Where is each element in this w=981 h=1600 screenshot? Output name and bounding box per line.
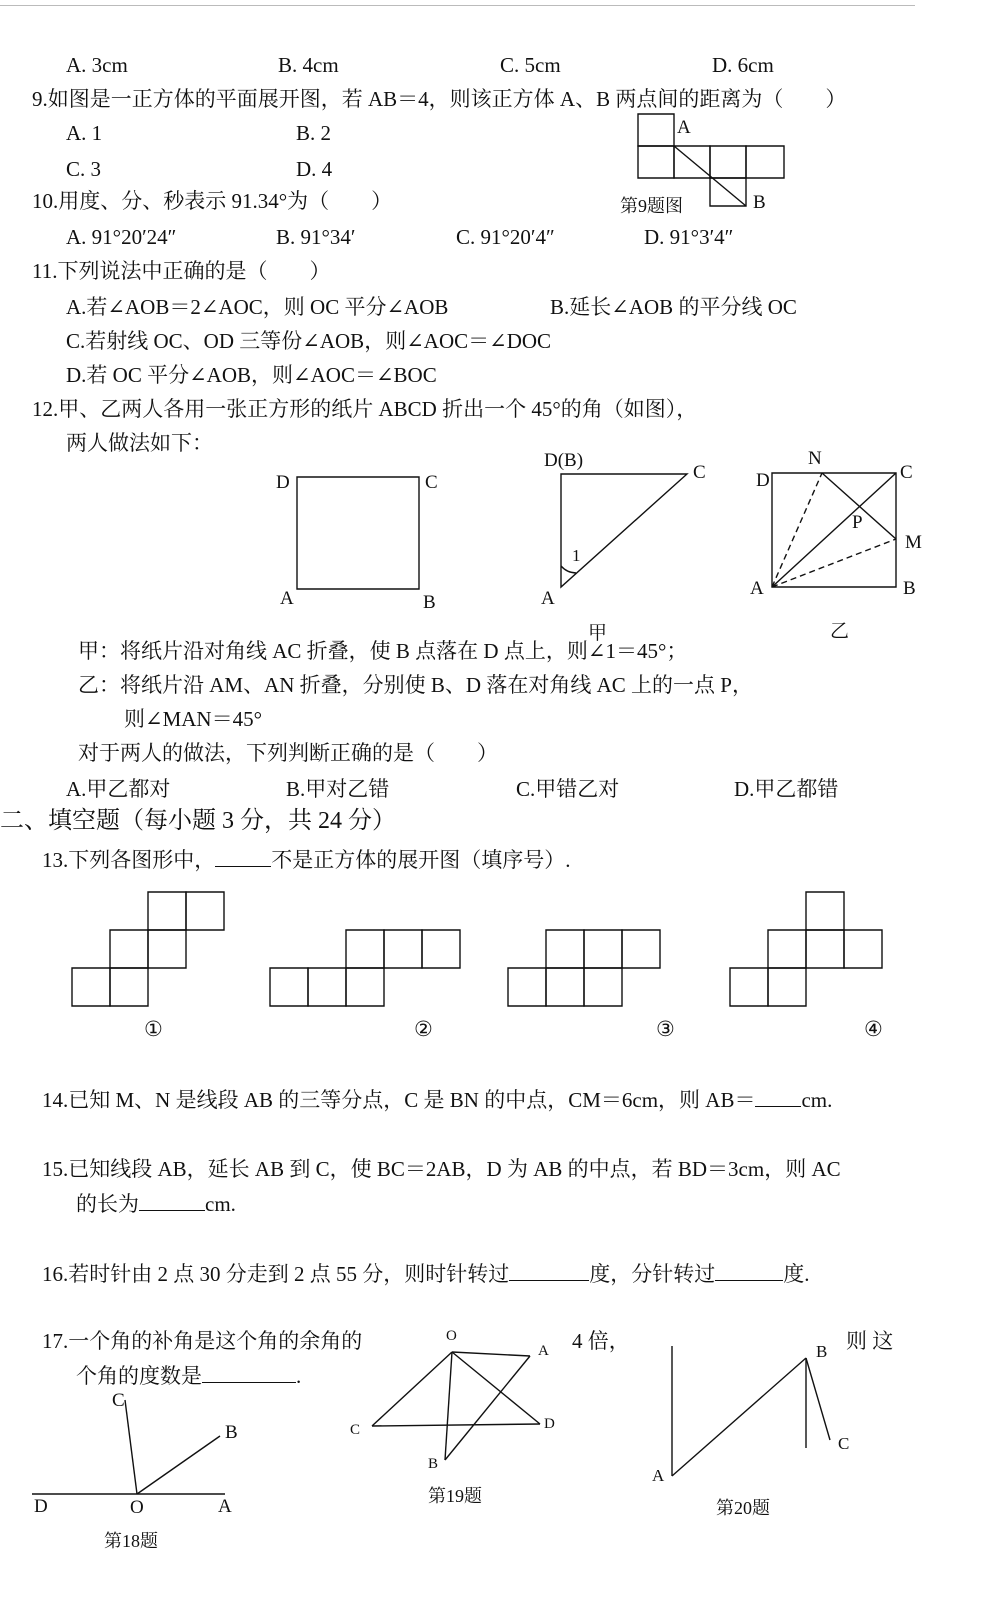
q17-line2 — [76, 1362, 301, 1389]
q11-option-d: D.若 OC 平分∠AOB，则∠AOC＝∠BOC — [66, 363, 437, 387]
q16-stem-part2: 度，分针转过 — [589, 1262, 716, 1286]
fig19-label-c: C — [350, 1422, 361, 1438]
q13-net-1 — [70, 890, 230, 1010]
q16-stem — [42, 1260, 810, 1287]
q13-net-2 — [268, 928, 468, 1010]
q13-label-3: ③ — [656, 1017, 675, 1041]
fig19-label-o: O — [446, 1328, 457, 1344]
fig19-label-d: D — [544, 1416, 555, 1432]
q13-answer-blank[interactable] — [215, 846, 271, 867]
fig18-label-o: O — [130, 1497, 144, 1518]
q12-yi-label-b: B — [903, 578, 916, 599]
q12-square-label-b: B — [423, 592, 436, 613]
q8-option-b: B. 4cm — [278, 53, 339, 77]
fig20-label-b: B — [816, 1342, 828, 1361]
section-2-heading: 二、填空题（每小题 3 分，共 24 分） — [0, 808, 396, 834]
q15-answer-blank[interactable] — [139, 1190, 205, 1211]
q10-option-d: D. 91°3′4″ — [644, 225, 734, 249]
q12-yi-label-c: C — [900, 462, 913, 483]
q9-option-d: D. 4 — [296, 157, 333, 181]
q10-stem: 10.用度、分、秒表示 91.34°为（ ） — [32, 189, 393, 213]
q12-square-label-d: D — [276, 472, 290, 493]
fig18-angle-figure — [30, 1390, 240, 1500]
q10-option-a: A. 91°20′24″ — [66, 225, 177, 249]
q13-label-1: ① — [144, 1017, 163, 1041]
q15-line2-part2: cm. — [205, 1192, 236, 1216]
q12-yi-text-line1: 乙：将纸片沿 AM、AN 折叠，分别使 B、D 落在对角线 AC 上的一点 P， — [78, 673, 753, 697]
q12-square-label-c: C — [425, 472, 438, 493]
q15-line2-part1: 的长为 — [76, 1192, 139, 1216]
q17-line2-end: . — [296, 1364, 302, 1388]
q16-stem-part3: 度. — [783, 1262, 810, 1286]
q9-option-c: C. 3 — [66, 157, 102, 181]
q13-label-4: ④ — [864, 1017, 883, 1041]
q9-caption: 第9题图 — [620, 196, 683, 216]
q12-yi-label-m: M — [905, 532, 922, 553]
q12-jia-caption: 甲 — [588, 623, 608, 644]
q12-square-figure — [296, 476, 422, 592]
q17-line2-text: 个角的度数是 — [76, 1364, 202, 1388]
q17-stem-part1: 17.一个角的补角是这个角的余角的 — [42, 1329, 363, 1353]
q12-stem-line2: 两人做法如下： — [66, 431, 213, 455]
fig19-label-a: A — [538, 1343, 549, 1359]
q16-answer-blank-2[interactable] — [715, 1260, 783, 1281]
fig19-caption: 第19题 — [428, 1486, 482, 1506]
q9-stem: 9.如图是一正方体的平面展开图，若 AB＝4，则该正方体 A、B 两点间的距离为（ ） — [32, 87, 847, 111]
fig18-caption: 第18题 — [104, 1531, 158, 1551]
q12-jia-angle-1: 1 — [572, 546, 581, 565]
q13-stem-part1: 13.下列各图形中， — [42, 848, 216, 872]
q12-jia-label-c: C — [693, 462, 706, 483]
q8-option-c: C. 5cm — [500, 53, 561, 77]
q11-option-a: A.若∠AOB＝2∠AOC，则 OC 平分∠AOB — [66, 295, 449, 319]
q10-option-c: C. 91°20′4″ — [456, 225, 555, 249]
q11-stem: 11.下列说法中正确的是（ ） — [32, 259, 331, 283]
q17-answer-blank[interactable] — [202, 1362, 296, 1383]
top-rule — [0, 5, 915, 6]
q12-option-a: A.甲乙都对 — [66, 777, 171, 801]
q15-line1: 15.已知线段 AB，延长 AB 到 C，使 BC＝2AB，D 为 AB 的中点，若 BD＝3cm，则 AC — [42, 1157, 841, 1181]
q8-option-a: A. 3cm — [66, 53, 128, 77]
fig18-label-b: B — [225, 1422, 238, 1443]
fig20-label-c: C — [838, 1434, 850, 1453]
q12-jia-figure — [555, 470, 695, 590]
q17-stem-part2: 4 倍， — [572, 1329, 630, 1353]
q13-net-4 — [728, 890, 888, 1010]
q8-option-d: D. 6cm — [712, 53, 774, 77]
fig18-label-d: D — [34, 1496, 48, 1517]
q12-option-c: C.甲错乙对 — [516, 777, 620, 801]
q17-stem-part3: 则 这 — [846, 1329, 894, 1353]
q12-yi-label-p: P — [852, 512, 863, 533]
q12-jia-text: 甲：将纸片沿对角线 AC 折叠，使 B 点落在 D 点上，则∠1＝45°； — [78, 639, 688, 663]
q14-stem-part2: cm. — [801, 1088, 833, 1112]
q12-yi-label-n: N — [808, 448, 822, 469]
q13-stem-part2: 不是正方体的展开图（填序号）. — [271, 848, 571, 872]
fig20-caption: 第20题 — [716, 1498, 770, 1518]
q9-option-b: B. 2 — [296, 121, 332, 145]
q10-option-b: B. 91°34′ — [276, 225, 356, 249]
q12-jia-label-db: D(B) — [544, 450, 584, 471]
q9-label-b: B — [753, 192, 766, 213]
q14-stem-part1: 14.已知 M、N 是线段 AB 的三等分点，C 是 BN 的中点，CM＝6cm，则 AB＝ — [42, 1088, 756, 1112]
q11-option-c: C.若射线 OC、OD 三等份∠AOB，则∠AOC＝∠DOC — [66, 329, 552, 353]
q9-option-a: A. 1 — [66, 121, 103, 145]
q16-stem-part1: 16.若时针由 2 点 30 分走到 2 点 55 分，则时针转过 — [42, 1262, 510, 1286]
q11-option-b: B.延长∠AOB 的平分线 OC — [550, 295, 797, 319]
q14-stem — [42, 1086, 832, 1113]
q12-yi-figure — [770, 465, 900, 595]
q12-judge: 对于两人的做法，下列判断正确的是（ ） — [78, 741, 498, 765]
q15-line2 — [76, 1190, 236, 1217]
q12-option-d: D.甲乙都错 — [734, 777, 839, 801]
q13-label-2: ② — [414, 1017, 433, 1041]
q12-jia-label-a: A — [541, 588, 555, 609]
q9-label-a: A — [677, 117, 691, 138]
fig19-figure — [360, 1340, 560, 1480]
q12-option-b: B.甲对乙错 — [286, 777, 390, 801]
q12-yi-label-d: D — [756, 470, 770, 491]
fig20-label-a: A — [652, 1466, 665, 1485]
q12-yi-label-a: A — [750, 578, 764, 599]
q13-stem — [42, 846, 571, 873]
q12-square-label-a: A — [280, 588, 294, 609]
q12-yi-caption: 乙 — [830, 621, 850, 642]
q13-net-3 — [506, 928, 666, 1010]
fig18-label-c: C — [112, 1390, 125, 1411]
fig19-label-b: B — [428, 1456, 439, 1472]
q16-answer-blank-1[interactable] — [509, 1260, 589, 1281]
fig18-label-a: A — [218, 1496, 232, 1517]
q12-yi-text-line2: 则∠MAN＝45° — [124, 707, 262, 731]
q14-answer-blank[interactable] — [755, 1086, 801, 1107]
q12-stem-line1: 12.甲、乙两人各用一张正方形的纸片 ABCD 折出一个 45°的角（如图）， — [32, 397, 698, 421]
